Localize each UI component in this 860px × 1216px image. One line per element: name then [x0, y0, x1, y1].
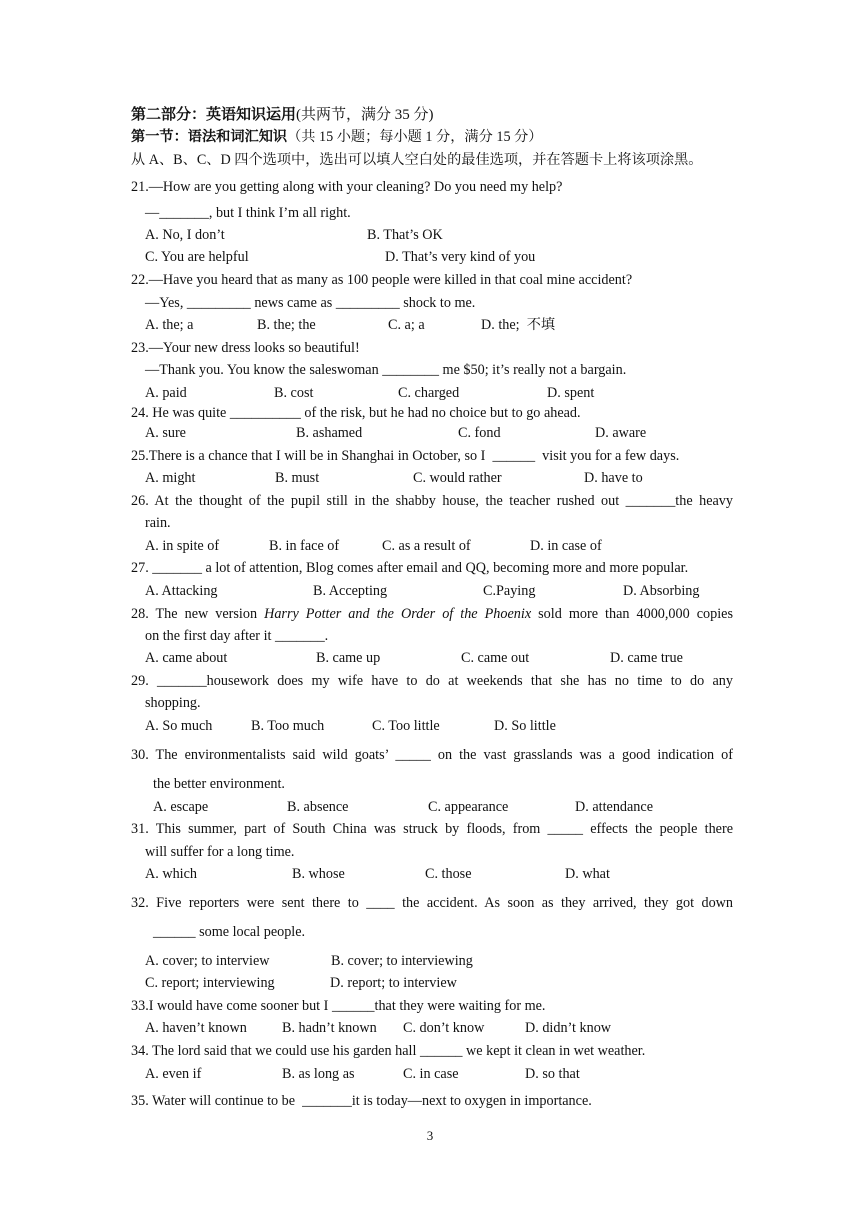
question-26-option-b: B. in face of: [269, 538, 340, 554]
book-title: Harry Potter and the Order of the Phoenix: [264, 606, 532, 622]
question-21-option-c: C. You are helpful: [145, 249, 249, 265]
question-26-option-d: D. in case of: [530, 538, 602, 554]
question-27-option-c: C.Paying: [483, 583, 536, 599]
question-35-stem: 35. Water will continue to be _______it is today—next to oxygen in importance.: [131, 1093, 592, 1109]
question-23-option-d: D. spent: [547, 385, 595, 401]
question-28-option-c: C. came out: [461, 650, 530, 666]
question-31-option-a: A. which: [145, 866, 198, 882]
question-24-option-a: A. sure: [145, 425, 186, 441]
question-32-option-d: D. report; to interview: [330, 975, 457, 991]
question-29-option-c: C. Too little: [372, 718, 440, 734]
question-26-stem: 26. At the thought of the pupil still in the shabby house, the teacher rushed out _______the heavy: [131, 493, 733, 509]
question-25-option-d: D. have to: [584, 470, 643, 486]
question-23-stem: 23.—Your new dress looks so beautiful!: [131, 340, 360, 356]
question-22-option-c: C. a; a: [388, 317, 425, 333]
question-24-option-c: C. fond: [458, 425, 501, 441]
question-30-option-b: B. absence: [287, 799, 349, 815]
question-25-option-b: B. must: [275, 470, 320, 486]
question-22-reply: —Yes, _________ news came as _________ shock to me.: [145, 295, 476, 311]
question-34-option-b: B. as long as: [282, 1066, 355, 1082]
question-21-option-d: D. That’s very kind of you: [385, 249, 536, 265]
question-31-option-b: B. whose: [292, 866, 345, 882]
question-33-option-d: D. didn’t know: [525, 1020, 612, 1036]
question-27-option-a: A. Attacking: [145, 583, 218, 599]
question-29-option-a: A. So much: [145, 718, 213, 734]
question-24-stem: 24. He was quite __________ of the risk, but he had no choice but to go ahead.: [131, 405, 581, 421]
question-31-stem-cont: will suffer for a long time.: [145, 844, 295, 860]
question-23-reply: —Thank you. You know the saleswoman ________ me $50; it’s really not a bargain.: [145, 362, 627, 378]
question-25-option-a: A. might: [145, 470, 196, 486]
question-21-reply: —_______, but I think I’m all right.: [145, 205, 351, 221]
question-34-option-c: C. in case: [403, 1066, 459, 1082]
question-32-option-a: A. cover; to interview: [145, 953, 270, 969]
section-title: 第二部分：英语知识运用(共两节，满分 35 分): [131, 107, 434, 123]
question-31-stem: 31. This summer, part of South China was struck by floods, from _____ effects the people there: [131, 821, 733, 837]
page-number: 3: [426, 1128, 434, 1143]
question-26-option-a: A. in spite of: [145, 538, 220, 554]
question-24-option-d: D. aware: [595, 425, 647, 441]
question-27-stem: 27. _______ a lot of attention, Blog comes after email and QQ, becoming more and more popular.: [131, 560, 689, 576]
question-27-option-d: D. Absorbing: [623, 583, 700, 599]
question-21-stem: 21.—How are you getting along with your cleaning? Do you need my help?: [131, 179, 563, 195]
question-21-option-b: B. That’s OK: [367, 227, 443, 243]
question-28-stem-cont: on the first day after it _______.: [145, 628, 329, 644]
question-28-option-d: D. came true: [610, 650, 683, 666]
question-34-option-a: A. even if: [145, 1066, 202, 1082]
question-22-option-d: D. the; 不填: [481, 317, 556, 333]
question-26-stem-cont: rain.: [145, 515, 171, 531]
question-26-option-c: C. as a result of: [382, 538, 471, 554]
question-29-stem: 29. _______housework does my wife have to do at weekends that she has no time to do any: [131, 673, 733, 689]
question-21-option-a: A. No, I don’t: [145, 227, 225, 243]
question-28-stem: 28. The new version Harry Potter and the Order of the Phoenix sold more than 4000,000 copies: [131, 606, 733, 622]
question-31-option-d: D. what: [565, 866, 610, 882]
question-34-stem: 34. The lord said that we could use his garden hall ______ we kept it clean in wet weather.: [131, 1043, 646, 1059]
question-32-stem: 32. Five reporters were sent there to ____ the accident. As soon as they arrived, they got down: [131, 895, 733, 911]
question-29-stem-cont: shopping.: [145, 695, 201, 711]
question-28-option-a: A. came about: [145, 650, 228, 666]
question-30-stem-cont: the better environment.: [153, 776, 285, 792]
question-31-option-c: C. those: [425, 866, 472, 882]
question-32-stem-cont: ______ some local people.: [153, 924, 306, 940]
question-33-stem: 33.I would have come sooner but I ______that they were waiting for me.: [131, 998, 546, 1014]
question-30-stem: 30. The environmentalists said wild goats’ _____ on the vast grasslands was a good indication of: [131, 747, 733, 763]
question-25-stem: 25.There is a chance that I will be in Shanghai in October, so I ______ visit you for a few days.: [131, 448, 680, 464]
question-33-option-a: A. haven’t known: [145, 1020, 247, 1036]
question-29-option-d: D. So little: [494, 718, 556, 734]
instructions: 从 A、B、C、D 四个选项中，选出可以填人空白处的最佳选项，并在答题卡上将该项涂黑。: [131, 152, 703, 168]
question-25-option-c: C. would rather: [413, 470, 502, 486]
question-22-option-a: A. the; a: [145, 317, 194, 333]
question-23-option-b: B. cost: [274, 385, 314, 401]
question-32-option-c: C. report; interviewing: [145, 975, 275, 991]
question-22-option-b: B. the; the: [257, 317, 316, 333]
question-27-option-b: B. Accepting: [313, 583, 388, 599]
question-29-option-b: B. Too much: [251, 718, 325, 734]
question-28-option-b: B. came up: [316, 650, 381, 666]
question-33-option-c: C. don’t know: [403, 1020, 485, 1036]
question-34-option-d: D. so that: [525, 1066, 580, 1082]
question-23-option-a: A. paid: [145, 385, 187, 401]
question-23-option-c: C. charged: [398, 385, 460, 401]
question-24-option-b: B. ashamed: [296, 425, 363, 441]
subsection-title: 第一节：语法和词汇知识（共 15 小题；每小题 1 分，满分 15 分）: [131, 129, 543, 145]
question-30-option-d: D. attendance: [575, 799, 653, 815]
question-30-option-c: C. appearance: [428, 799, 509, 815]
question-30-option-a: A. escape: [153, 799, 209, 815]
question-32-option-b: B. cover; to interviewing: [331, 953, 473, 969]
question-22-stem: 22.—Have you heard that as many as 100 people were killed in that coal mine accident?: [131, 272, 633, 288]
question-33-option-b: B. hadn’t known: [282, 1020, 377, 1036]
